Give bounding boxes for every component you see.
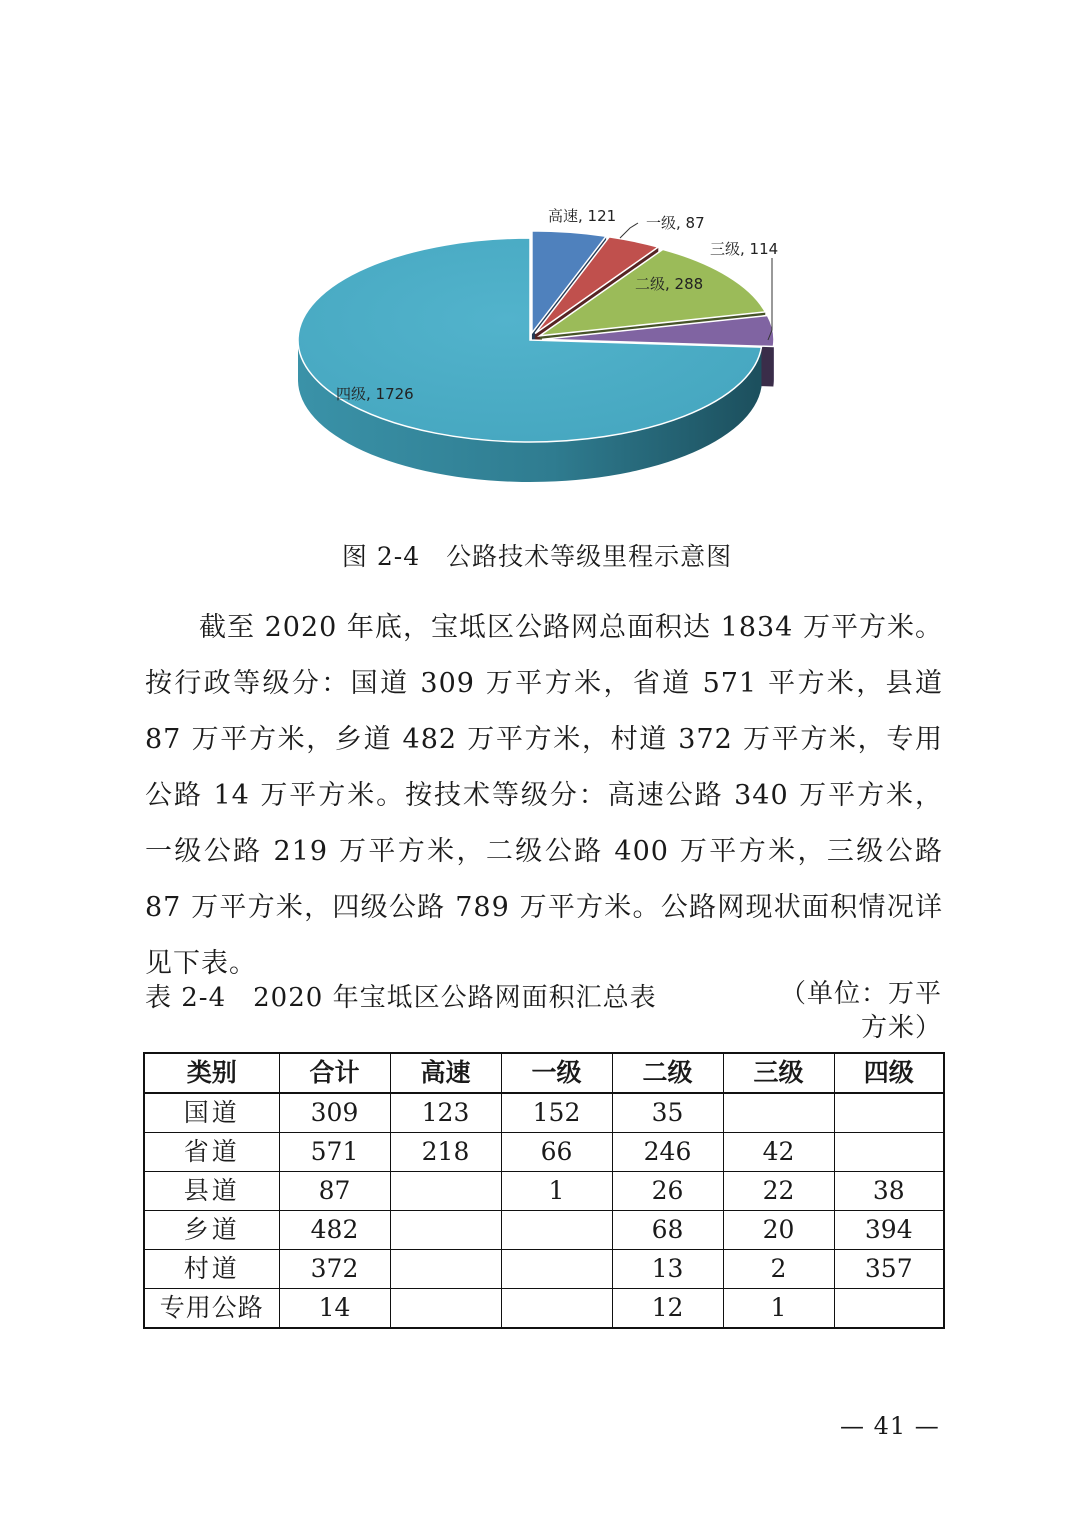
table-cell: 2 [723,1250,834,1289]
row-category: 乡道 [144,1211,279,1250]
paragraph-text: 截至 2020 年底，宝坻区公路网总面积达 1834 万平方米。按行政等级分：国道 309 万平方米，省道 571 平方米，县道 87 万平方米，乡道 482 万平方米，村道 372 万平方米，专用公路 14 万平方米。按技术等级分：高速公路 340 万平方米，一级公路 219 万平方米，二级公路 400 万平方米，三级公路 87 万平方米，四级公路 789 万平方米。公路网现状面积情况详见下表。 [145,612,943,979]
header-cell: 二级 [612,1053,723,1093]
table-cell: 1 [723,1289,834,1329]
body-paragraph [145,600,943,992]
table-cell: 20 [723,1211,834,1250]
table-cell: 12 [612,1289,723,1329]
table-cell: 22 [723,1172,834,1211]
table-cell: 35 [612,1093,723,1133]
table-cell: 68 [612,1211,723,1250]
table-cell: 394 [834,1211,944,1250]
table-cell: 42 [723,1133,834,1172]
table-cell: 357 [834,1250,944,1289]
table-cell: 309 [279,1093,390,1133]
pie-label: 二级, 288 [635,275,704,293]
table-cell: 26 [612,1172,723,1211]
area-summary-table [143,1052,945,1329]
header-cell: 四级 [834,1053,944,1093]
table-unit: （单位：万平方米） [780,979,943,1043]
table-row [144,1093,944,1133]
row-category: 国道 [144,1093,279,1133]
table-cell [723,1093,834,1133]
pie-chart [280,190,800,530]
table-cell: 66 [501,1133,612,1172]
table-cell: 123 [390,1093,501,1133]
table-cell [390,1289,501,1329]
header-cell: 一级 [501,1053,612,1093]
table-cell: 372 [279,1250,390,1289]
row-category: 县道 [144,1172,279,1211]
table-cell: 246 [612,1133,723,1172]
table-cell: 13 [612,1250,723,1289]
table-cell: 87 [279,1172,390,1211]
table-cell [390,1250,501,1289]
table-cell [390,1172,501,1211]
table-cell: 152 [501,1093,612,1133]
table-row [144,1172,944,1211]
table-row [144,1289,944,1329]
table-cell [501,1211,612,1250]
pie-label: 高速, 121 [548,207,617,225]
table-cell [501,1250,612,1289]
row-category: 村道 [144,1250,279,1289]
table-row [144,1211,944,1250]
table-cell: 218 [390,1133,501,1172]
table-header-row [144,1053,944,1093]
leader-line [620,223,638,238]
row-category: 专用公路 [144,1289,279,1329]
header-cell: 三级 [723,1053,834,1093]
pie-label: 三级, 114 [710,240,779,258]
table-cell [501,1289,612,1329]
table-cell [390,1211,501,1250]
table-row [144,1250,944,1289]
header-cell: 高速 [390,1053,501,1093]
table-cell: 14 [279,1289,390,1329]
figure-caption: 图 2-4 公路技术等级里程示意图 [341,542,733,571]
table-title: 表 2-4 2020 年宝坻区公路网面积汇总表 [145,983,657,1013]
table-cell [834,1093,944,1133]
table-cell [834,1133,944,1172]
row-category: 省道 [144,1133,279,1172]
table-cell: 482 [279,1211,390,1250]
header-cell: 类别 [144,1053,279,1093]
pie-label: 四级, 1726 [336,385,414,403]
table-cell: 1 [501,1172,612,1211]
pie-label: 一级, 87 [646,214,705,232]
table-row [144,1133,944,1172]
table-cell [834,1289,944,1329]
table-cell: 38 [834,1172,944,1211]
page-number: — 41 — [840,1412,940,1440]
header-cell: 合计 [279,1053,390,1093]
table-cell: 571 [279,1133,390,1172]
